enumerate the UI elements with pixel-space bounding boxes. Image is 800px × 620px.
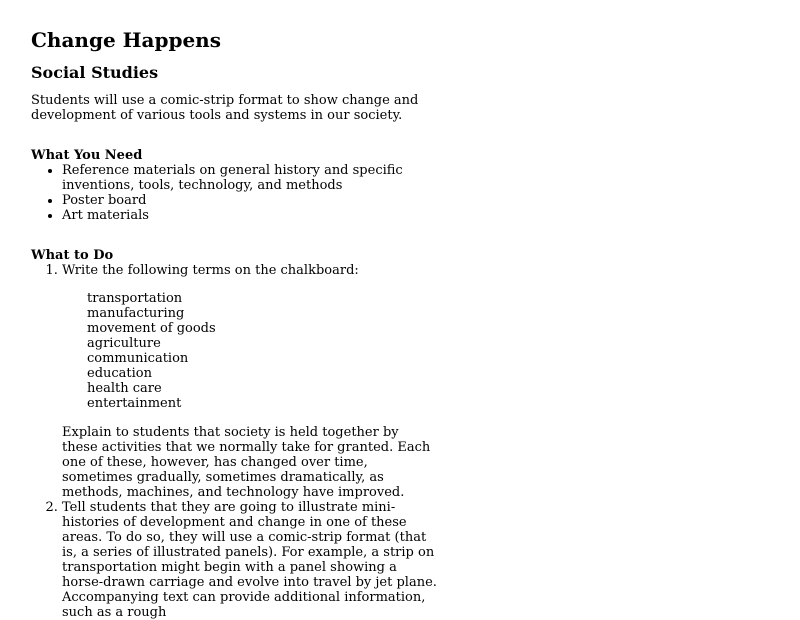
term-item: manufacturing (87, 306, 185, 321)
materials-list (31, 163, 451, 223)
intro-paragraph: Students will use a comic-strip format to show change and development of various tools and systems in our society. (31, 93, 419, 123)
explanation-paragraph: Explain to students that society is held together by these activities that we normally take for granted. Each one of these, however, has changed over time, sometimes gradually, sometimes dramatically, as methods, machines, and technology have improved. (62, 425, 431, 500)
terms-list (87, 291, 442, 411)
step-item (62, 263, 442, 500)
term-item: movement of goods (87, 321, 216, 336)
term-item: entertainment (87, 396, 182, 411)
materials-item: • Poster board (62, 193, 451, 208)
what-to-do-heading: What to Do (31, 248, 114, 263)
materials-item: • Reference materials on general history and specific inventions, tools, technology, and methods (62, 163, 451, 193)
term-item: health care (87, 381, 162, 396)
term-item: agriculture (87, 336, 161, 351)
term-item: communication (87, 351, 189, 366)
step-item (62, 500, 442, 620)
materials-item: • Art materials (62, 208, 451, 223)
term-item: education (87, 366, 152, 381)
subject-heading: Social Studies (31, 63, 159, 82)
page-title: Change Happens (31, 28, 221, 52)
step-text: 1. Write the following terms on the chalkboard: (62, 263, 359, 278)
step-text: 2. Tell students that they are going to illustrate mini-histories of development and change in one of these areas. To do so, they will use a comic-strip format (that is, a series of illustrated panels). For example, a strip on transportation might begin with a panel showing a horse-drawn carriage and evolve into travel by jet plane. Accompanying text can provide additional information, such as a rough (62, 500, 437, 620)
term-item: transportation (87, 291, 183, 306)
steps-list (31, 263, 442, 620)
what-you-need-heading: What You Need (31, 148, 143, 163)
